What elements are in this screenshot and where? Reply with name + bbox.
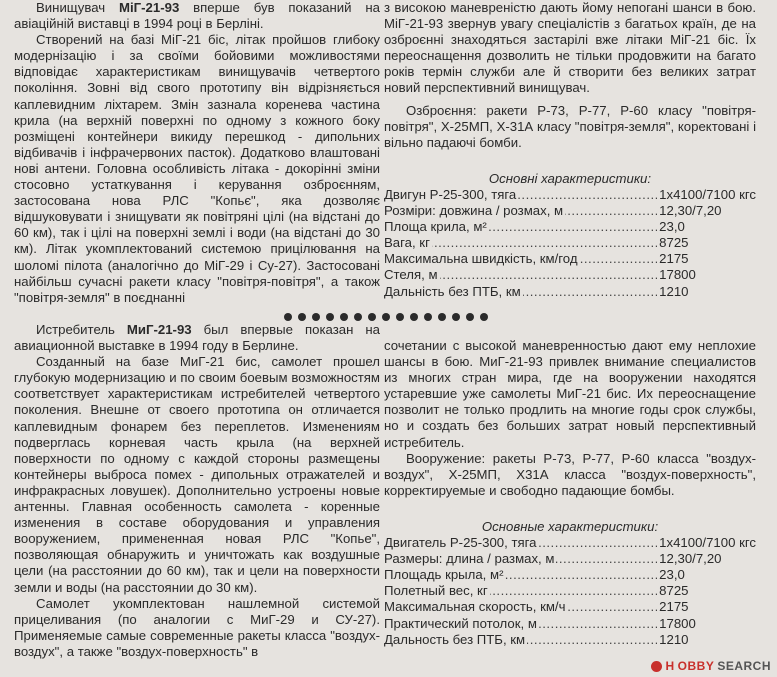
- separator-dot: [340, 313, 348, 321]
- spec-row: [384, 251, 756, 267]
- separator-dot: [410, 313, 418, 321]
- spec-label: Площа крила, м²: [384, 219, 487, 235]
- separator-dot: [438, 313, 446, 321]
- spec-row: [384, 219, 756, 235]
- hobbysearch-watermark: [651, 659, 771, 673]
- spec-row: [384, 267, 756, 283]
- spec-label: Максимальная скорость, км/ч: [384, 599, 566, 615]
- spec-row: [384, 284, 756, 300]
- ru-spec-table: [384, 535, 756, 648]
- spec-label: Максимальна швидкість, км/год: [384, 251, 578, 267]
- spec-value: 23,0: [659, 219, 685, 235]
- spec-label: Стеля, м: [384, 267, 438, 283]
- ru-intro-paragraph: Истребитель МиГ-21-93 был впервые показан на авиационной выставке в 1994 году в Берлине.: [14, 322, 380, 354]
- separator-dot: [382, 313, 390, 321]
- watermark-prefix: H: [665, 659, 675, 673]
- ru-continuation-paragraph: сочетании с высокой маневренностью дают ему неплохие шансы в бою. МиГ-21-93 привлек внимание специалистов из многих стран мира, где на вооружении находятся устаревшие уже самолеты МиГ-21 бис. Их переоснащение позволит не только продлить на многие годы срок службы, но и создать без больших затрат новый перспективный истребитель.: [384, 338, 756, 450]
- ua-armament-paragraph: Озброєння: ракети Р-73, Р-77, Р-60 класу "повітря-повітря", Х-25МП, Х-31А класу "повітря-земля", коректовані і вільно падаючі бомби.: [384, 102, 756, 150]
- spec-row: [384, 535, 756, 551]
- spec-row: [384, 599, 756, 615]
- spec-row: [384, 583, 756, 599]
- spec-label: Вага, кг: [384, 235, 430, 251]
- ua-spec-table: [384, 187, 756, 300]
- spec-value: 1210: [659, 283, 689, 299]
- ua-intro-paragraph: Винищувач МіГ-21-93 вперше був показаний на авіаційній виставці в 1994 році в Берліні.: [14, 0, 381, 32]
- spec-label: Площадь крыла, м²: [384, 567, 504, 583]
- spec-value: 12,30/7,20: [659, 551, 722, 567]
- separator-dot: [368, 313, 376, 321]
- separator-dot: [326, 313, 334, 321]
- spec-label: Практический потолок, м: [384, 615, 537, 631]
- spec-value: 17800: [659, 615, 696, 631]
- spec-label: Двигун Р-25-300, тяга: [384, 186, 517, 202]
- spec-label: Розміри: довжина / розмах, м: [384, 203, 564, 219]
- ru-spec-title: Основные характеристики:: [481, 518, 659, 534]
- ru-column-left: [14, 322, 380, 660]
- ru-column-right: [384, 338, 756, 648]
- spec-value: 8725: [659, 235, 689, 251]
- ua-body-paragraph: Створений на базі МіГ-21 біс, літак пройшов глибоку модернізацію і за своїми бойовими можливостями відповідає характеристикам винищувачів четвертого покоління. Зовні від свого прототипу він відрізняється каплевидним ліхтарем. Змін зазнала коренева частина крила (на верхній поверхні по одному з кожного боку розміщені контейнери викиду перешкод - дипольних відбивачів і інфрачервоних пасток). Додатково влаштовані нові антени. Головна особливість літака - докорінні зміни стосовно устаткування і керування озброєнням, застосована нова РЛС "Копьє", яка дозволяє відшуковувати і знищувати як повітряні цілі (на відстані до 60 км), так і цілі на поверхні землі і води (на відстані до 30 км). Літак укомплектований системою прицілювання на шоломі пілота (аналогічно до МіГ-29 і Су-27). Застосовані найбільш сучасні ракети класу "повітря-повітря", а також "повітря-земля" в поєднанні: [14, 32, 380, 305]
- spec-value: 1х4100/7100 кгс: [659, 186, 756, 202]
- spec-value: 2175: [659, 251, 689, 267]
- spec-row: [384, 235, 756, 251]
- ua-column-left: [14, 0, 380, 306]
- spec-value: 12,30/7,20: [659, 203, 722, 219]
- spec-value: 2175: [659, 599, 689, 615]
- separator-dot: [480, 313, 488, 321]
- ru-sight-paragraph: Самолет укомплектован нашлемной системой прицеливания (по аналогии с МиГ-29 и СУ-27). Применяемые самые современные ракеты класса "воздух-воздух", а также "воздух-поверхность" в: [14, 595, 380, 659]
- spec-value: 17800: [659, 267, 696, 283]
- spec-row: [384, 567, 756, 583]
- watermark-suffix: SEARCH: [717, 659, 771, 673]
- ru-armament-paragraph: Вооружение: ракеты Р-73, Р-77, Р-60 класса "воздух-воздух", Х-25МП, Х31А класса "воздух-поверхность", корректируемые и свободно падающие бомбы.: [384, 450, 756, 498]
- spec-row: [384, 551, 756, 567]
- hobbysearch-logo-icon: [651, 661, 662, 672]
- spec-row: [384, 187, 756, 203]
- spec-label: Полетный вес, кг: [384, 583, 488, 599]
- watermark-brand: OBBY: [677, 659, 715, 673]
- spec-label: Размеры: длина / размах, м: [384, 551, 555, 567]
- ua-column-right: [384, 0, 756, 300]
- spec-label: Дальность без ПТБ, км: [384, 631, 526, 647]
- separator-dot: [298, 313, 306, 321]
- spec-value: 1210: [659, 631, 689, 647]
- separator-dot: [466, 313, 474, 321]
- spec-row: [384, 616, 756, 632]
- spec-value: 8725: [659, 583, 689, 599]
- spec-value: 1х4100/7100 кгс: [659, 535, 756, 551]
- separator-dot: [354, 313, 362, 321]
- separator-dot: [396, 313, 404, 321]
- spec-label: Дальність без ПТБ, км: [384, 283, 521, 299]
- separator-dot: [424, 313, 432, 321]
- ua-continuation-paragraph: з високою маневреністю дають йому непогані шанси в бою. МіГ-21-93 звернув увагу спеціалістів з багатьох країн, де на озброєнні знаходяться застарілі вже літаки МіГ-21 біс. Їх переоснащення дозволить не тільки продовжити на багато років термін служби але й створити без великих затрат новий перспективний винищувач.: [384, 0, 756, 96]
- spec-row: [384, 203, 756, 219]
- spec-value: 23,0: [659, 567, 685, 583]
- separator-dot: [312, 313, 320, 321]
- ua-spec-title: Основні характеристики:: [488, 170, 652, 186]
- spec-row: [384, 632, 756, 648]
- spec-label: Двигатель Р-25-300, тяга: [384, 535, 537, 551]
- separator-dot: [452, 313, 460, 321]
- separator-dot: [284, 313, 292, 321]
- ru-body-paragraph: Созданный на базе МиГ-21 бис, самолет прошел глубокую модернизацию и по своим боевым возможностям соответствует характеристикам истребителей четвертого поколения. Внешне от своего прототипа он отличается каплевидным фонарем без переплетов. Изменениям подверглась корневая часть крыла (на верхней поверхности по одному с каждой стороны размещены контейнеры выброса помех - дипольных отражателей и инфракрасных ловушек). Дополнительно устроены новые антенны. Главная особенность самолета - коренные изменения в составе оборудования и управления вооружением, примененная новая РЛС "Копье", позволяющая обнаружить и уничтожать как воздушные цели (на расстоянии до 60 км), так и цели на поверхности земли и воды (на расстоянии до 30 км).: [14, 354, 380, 595]
